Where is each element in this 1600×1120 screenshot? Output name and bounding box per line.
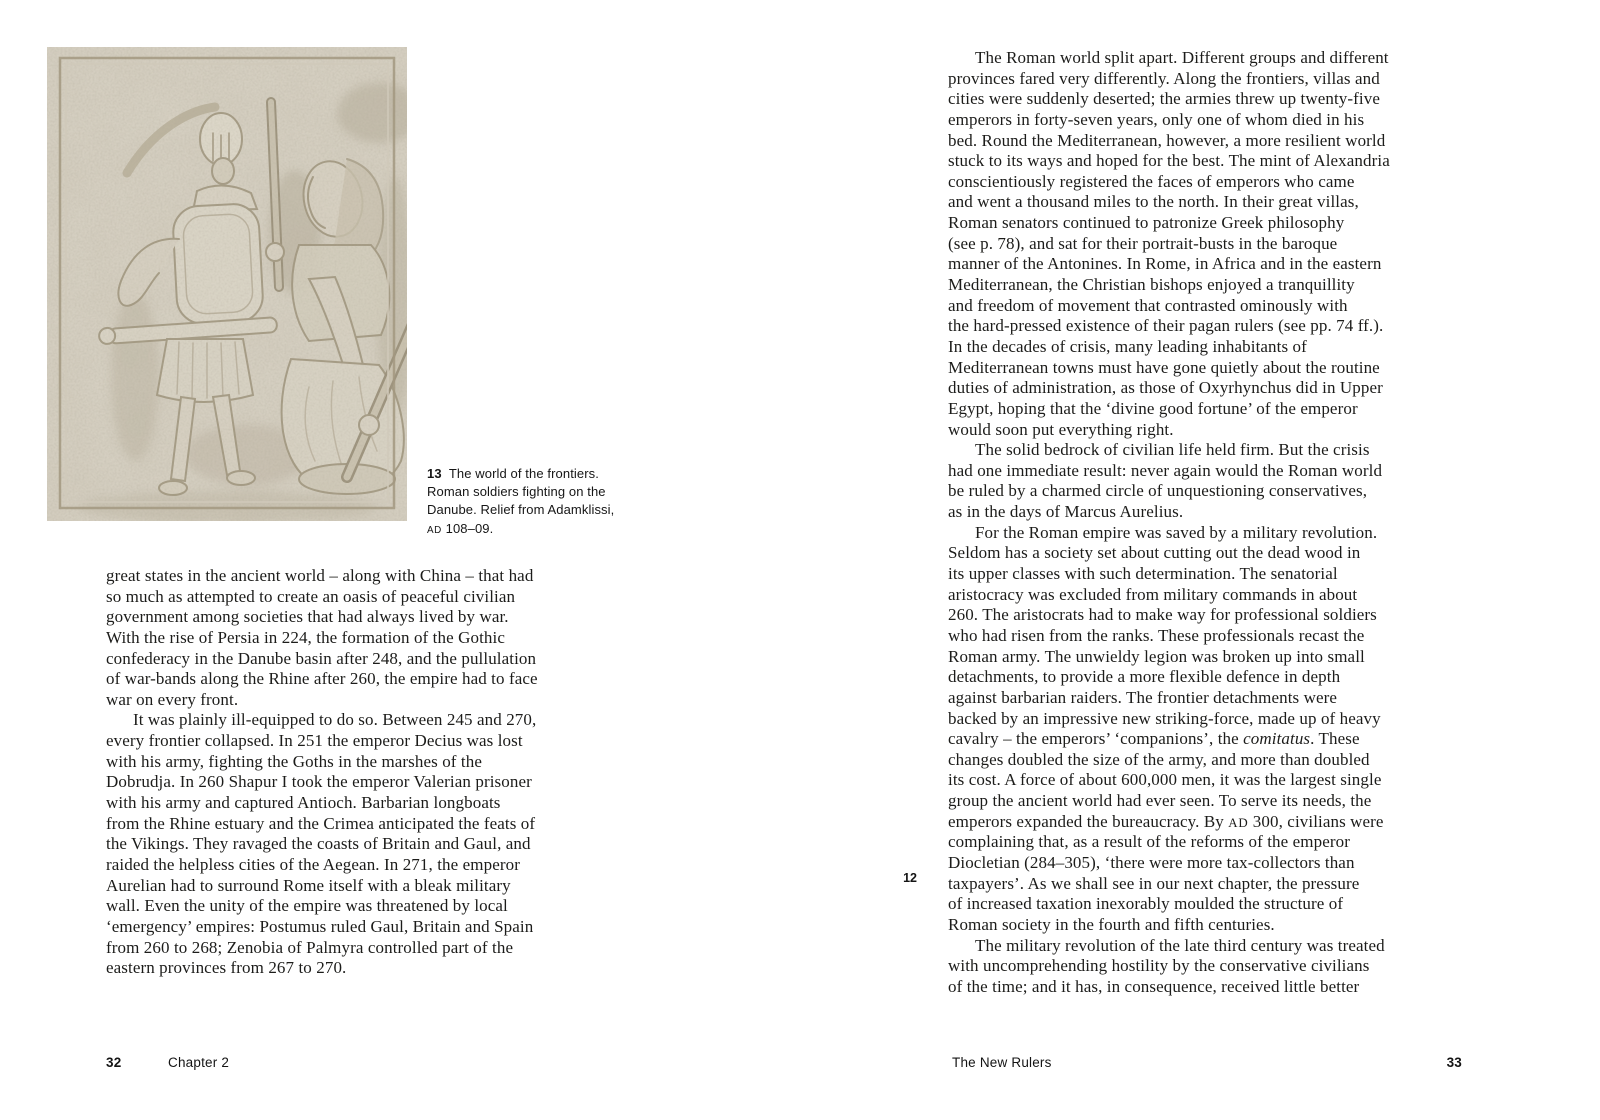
text-line: be ruled by a charmed circle of unquestioning conservatives, bbox=[948, 481, 1368, 501]
text-line: as in the days of Marcus Aurelius. bbox=[948, 502, 1184, 522]
text-line: confederacy in the Danube basin after 248, and the pullulation bbox=[106, 648, 537, 668]
right-body-text bbox=[948, 48, 1488, 997]
text-line: The solid bedrock of civilian life held firm. But the crisis bbox=[975, 440, 1370, 460]
text-line: Diocletian (284–305), ‘there were more tax-collectors than bbox=[948, 852, 1355, 872]
text-line: (see p. 78), and sat for their portrait-busts in the baroque bbox=[948, 233, 1338, 253]
text-line: against barbarian raiders. The frontier detachments were bbox=[948, 687, 1338, 707]
text-line: Mediterranean towns must have gone quietly about the routine bbox=[948, 357, 1380, 377]
text-line: so much as attempted to create an oasis of peaceful civilian bbox=[106, 586, 516, 606]
text-line: the Vikings. They ravaged the coasts of Britain and Gaul, and bbox=[106, 834, 531, 854]
text-line: cavalry – the emperors’ ‘companions’, the comitatus. These bbox=[948, 729, 1360, 749]
relief-image bbox=[47, 47, 407, 521]
text-line: 260. The aristocrats had to make way for professional soldiers bbox=[948, 605, 1377, 625]
text-line: its upper classes with such determination. The senatorial bbox=[948, 564, 1338, 584]
figure-caption bbox=[427, 465, 647, 538]
text-line: and freedom of movement that contrasted ominously with bbox=[948, 295, 1348, 315]
text-line: from 260 to 268; Zenobia of Palmyra controlled part of the bbox=[106, 937, 514, 957]
text-line: aristocracy was excluded from military commands in about bbox=[948, 584, 1358, 604]
text-line: Roman soldiers fighting on the bbox=[427, 484, 606, 500]
text-line: In the decades of crisis, many leading inhabitants of bbox=[948, 336, 1307, 356]
text-line: cities were suddenly deserted; the armies threw up twenty-five bbox=[948, 89, 1380, 109]
text-line: The Roman world split apart. Different groups and different bbox=[975, 48, 1389, 67]
text-line: For the Roman empire was saved by a military revolution. bbox=[975, 522, 1378, 542]
relief-figure bbox=[47, 47, 407, 521]
text-line: who had risen from the ranks. These professionals recast the bbox=[948, 625, 1365, 645]
right-page bbox=[800, 0, 1600, 1120]
text-line: bed. Round the Mediterranean, however, a more resilient world bbox=[948, 130, 1386, 150]
text-line: with his army, fighting the Goths in the marshes of the bbox=[106, 751, 482, 771]
page-number-left: 32 bbox=[106, 1055, 122, 1070]
text-line: wall. Even the unity of the empire was threatened by local bbox=[106, 896, 508, 916]
text-line: its cost. A force of about 600,000 men, it was the largest single bbox=[948, 770, 1382, 790]
text-line: with uncomprehending hostility by the conservative civilians bbox=[948, 956, 1370, 976]
text-line: stuck to its ways and hoped for the best. The mint of Alexandria bbox=[948, 151, 1390, 171]
text-line: eastern provinces from 267 to 270. bbox=[106, 958, 347, 978]
text-line: changes doubled the size of the army, and more than doubled bbox=[948, 749, 1370, 769]
page-number-right: 33 bbox=[1446, 1055, 1462, 1070]
text-line: Roman army. The unwieldy legion was broken up into small bbox=[948, 646, 1365, 666]
text-line: Mediterranean, the Christian bishops enjoyed a tranquillity bbox=[948, 275, 1355, 295]
text-line: great states in the ancient world – along with China – that had bbox=[106, 566, 534, 585]
text-line: of the time; and it has, in consequence, received little better bbox=[948, 976, 1360, 996]
text-line: 13 The world of the frontiers. bbox=[427, 466, 599, 481]
text-line: The military revolution of the late third century was treated bbox=[975, 935, 1385, 955]
left-body-text bbox=[106, 566, 646, 979]
chapter-label: Chapter 2 bbox=[168, 1055, 230, 1070]
text-line: AD 108–09. bbox=[427, 520, 494, 536]
text-line: complaining that, as a result of the reforms of the emperor bbox=[948, 832, 1350, 852]
text-line: Roman senators continued to patronize Greek philosophy bbox=[948, 213, 1345, 233]
text-line: Egypt, hoping that the ‘divine good fortune’ of the emperor bbox=[948, 398, 1358, 418]
text-line: Aurelian had to surround Rome itself with a bleak military bbox=[106, 875, 511, 895]
section-label: The New Rulers bbox=[952, 1055, 1052, 1070]
text-line: ‘emergency’ empires: Postumus ruled Gaul, Britain and Spain bbox=[106, 916, 534, 936]
text-line: every frontier collapsed. In 251 the emperor Decius was lost bbox=[106, 731, 523, 751]
text-line: had one immediate result: never again would the Roman world bbox=[948, 460, 1383, 480]
text-line: Roman society in the fourth and fifth centuries. bbox=[948, 914, 1275, 934]
text-line: It was plainly ill-equipped to do so. Between 245 and 270, bbox=[133, 710, 537, 730]
margin-figure-ref: 12 bbox=[903, 871, 917, 885]
text-line: raided the helpless cities of the Aegean. In 271, the emperor bbox=[106, 854, 520, 874]
text-line: would soon put everything right. bbox=[948, 419, 1174, 439]
text-line: war on every front. bbox=[106, 689, 239, 709]
text-line: with his army and captured Antioch. Barbarian longboats bbox=[106, 793, 501, 813]
text-line: With the rise of Persia in 224, the formation of the Gothic bbox=[106, 627, 505, 647]
text-line: government among societies that had always lived by war. bbox=[106, 607, 509, 627]
text-line: the hard-pressed existence of their pagan rulers (see pp. 74 ff.). bbox=[948, 316, 1384, 336]
text-line: detachments, to provide a more flexible defence in depth bbox=[948, 667, 1341, 687]
text-line: group the ancient world had ever seen. To serve its needs, the bbox=[948, 791, 1372, 811]
text-line: emperors in forty-seven years, only one of whom died in his bbox=[948, 109, 1365, 129]
text-line: Dobrudja. In 260 Shapur I took the emperor Valerian prisoner bbox=[106, 772, 532, 792]
text-line: Seldom has a society set about cutting out the dead wood in bbox=[948, 543, 1361, 563]
text-line: taxpayers’. As we shall see in our next chapter, the pressure bbox=[948, 873, 1360, 893]
text-line: of increased taxation inexorably moulded the structure of bbox=[948, 894, 1344, 914]
text-line: conscientiously registered the faces of emperors who came bbox=[948, 171, 1355, 191]
text-line: of war-bands along the Rhine after 260, the empire had to face bbox=[106, 669, 538, 689]
text-line: from the Rhine estuary and the Crimea anticipated the feats of bbox=[106, 813, 536, 833]
text-line: manner of the Antonines. In Rome, in Africa and in the eastern bbox=[948, 254, 1382, 274]
text-line: provinces fared very differently. Along the frontiers, villas and bbox=[948, 68, 1380, 88]
text-line: emperors expanded the bureaucracy. By AD 300, civilians were bbox=[948, 811, 1384, 831]
text-line: backed by an impressive new striking-force, made up of heavy bbox=[948, 708, 1381, 728]
text-line: and went a thousand miles to the north. In their great villas, bbox=[948, 192, 1359, 212]
text-line: Danube. Relief from Adamklissi, bbox=[427, 502, 615, 518]
text-line: duties of administration, as those of Oxyrhynchus did in Upper bbox=[948, 378, 1383, 398]
